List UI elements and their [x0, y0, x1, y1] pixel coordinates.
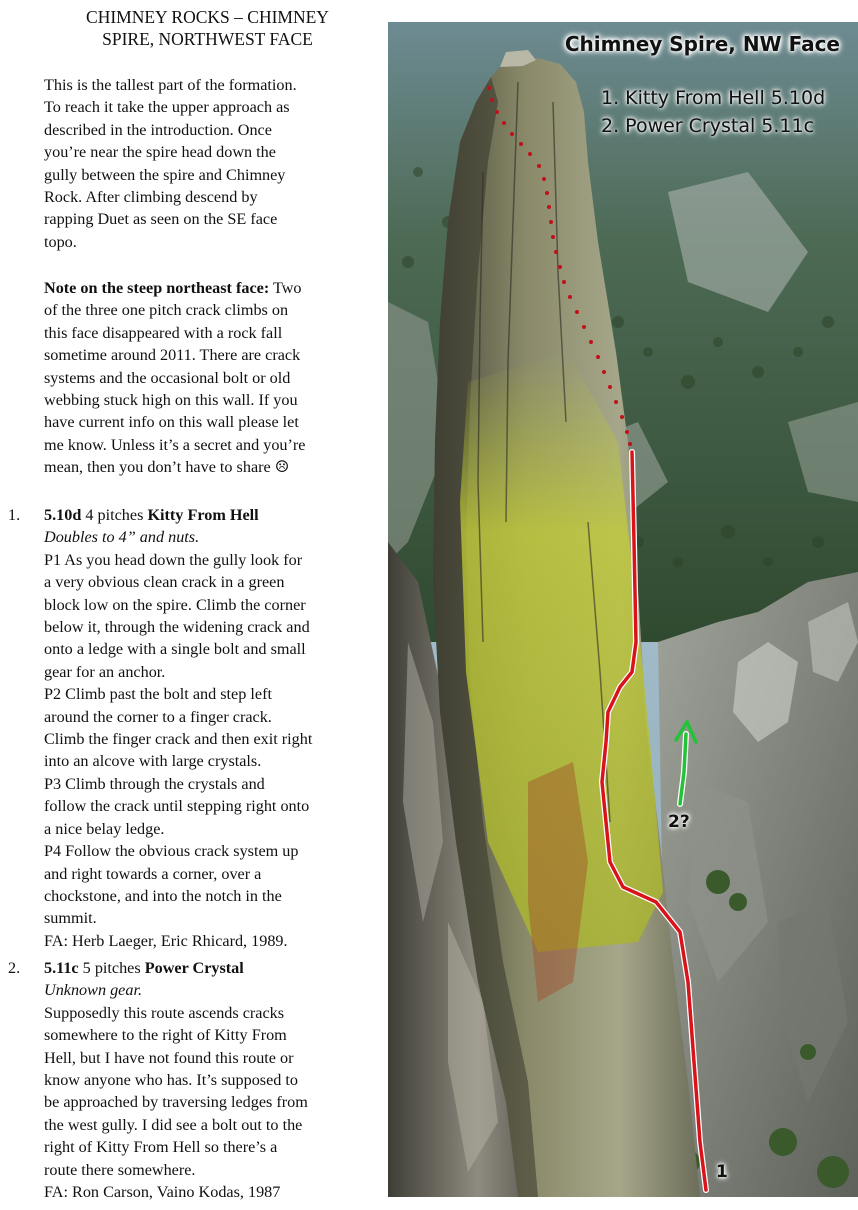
- note-line: me know. Unless it’s a secret and you’re: [44, 435, 306, 454]
- route-1-grade: 5.10d: [44, 506, 82, 524]
- route-1-line: P1 As you head down the gully look for: [44, 550, 303, 569]
- route-2-first-ascent: FA: Ron Carson, Vaino Kodas, 1987: [44, 1183, 281, 1202]
- route-1-label: 1: [716, 1162, 728, 1182]
- route-2-line: Hell, but I have not found this route or: [44, 1048, 294, 1067]
- route-1-number: 1.: [8, 506, 21, 524]
- route-1-pitches: 4 pitches: [81, 506, 148, 524]
- title-line-2: SPIRE, NORTHWEST FACE: [102, 29, 313, 49]
- intro-line: Rock. After climbing descend by: [44, 188, 258, 207]
- title-line-1: CHIMNEY ROCKS – CHIMNEY: [86, 7, 329, 27]
- route-1-line: chockstone, and into the notch in the: [44, 886, 282, 905]
- route-2-line: be approached by traversing ledges from: [44, 1093, 308, 1112]
- note-line: of the three one pitch crack climbs on: [44, 301, 289, 320]
- route-1-line: P3 Climb through the crystals and: [44, 774, 265, 793]
- note-line: systems and the occasional bolt or old: [44, 368, 291, 387]
- intro-line: rapping Duet as seen on the SE face: [44, 210, 278, 229]
- note-line: have current info on this wall please let: [44, 413, 299, 432]
- intro-line: described in the introduction. Once: [44, 120, 272, 139]
- intro-line: gully between the spire and Chimney: [44, 165, 286, 184]
- route-1-line: Climb the finger crack and then exit right: [44, 730, 313, 749]
- route-2-line: route there somewhere.: [44, 1160, 196, 1179]
- route-1-line: around the corner to a finger crack.: [44, 707, 272, 726]
- route-1-line: gear for an anchor.: [44, 662, 166, 681]
- route-1-gear: Doubles to 4” and nuts.: [44, 528, 200, 547]
- topo-photo-illustration: [388, 22, 858, 1197]
- route-1-description: [44, 504, 380, 952]
- note-line: this face disappeared with a rock fall: [44, 323, 283, 342]
- topo-title: Chimney Spire, NW Face: [564, 32, 840, 56]
- text-column: [0, 0, 380, 1210]
- route-1-line: onto a ledge with a single bolt and small: [44, 640, 306, 659]
- route-2-grade: 5.11c: [44, 959, 79, 977]
- topo-route-legend: [601, 84, 825, 140]
- intro-line: you’re near the spire head down the: [44, 143, 276, 162]
- route-2-line: the west gully. I did see a bolt out to the: [44, 1115, 303, 1134]
- intro-line: topo.: [44, 232, 77, 251]
- intro-line: To reach it take the upper approach as: [44, 98, 290, 117]
- route-2-number: 2.: [8, 959, 21, 977]
- route-1-line: into an alcove with large crystals.: [44, 752, 262, 771]
- route-2-line: Supposedly this route ascends cracks: [44, 1003, 285, 1022]
- route-1-line: P4 Follow the obvious crack system up: [44, 842, 299, 861]
- route-1-header: [44, 504, 380, 526]
- topo-legend-route-1: 1. Kitty From Hell 5.10d: [601, 87, 826, 109]
- route-2-pitches: 5 pitches: [78, 959, 145, 977]
- route-2-header: [44, 957, 380, 979]
- note-heading: Note on the steep northeast face:: [44, 279, 270, 297]
- route-1-line: summit.: [44, 909, 97, 928]
- intro-line: This is the tallest part of the formation.: [44, 76, 297, 94]
- route-2-label: 2?: [668, 812, 690, 832]
- route-2-name: Power Crystal: [144, 959, 244, 977]
- note-line: sometime around 2011. There are crack: [44, 346, 301, 365]
- page-title: [30, 6, 385, 50]
- route-1-line: and right towards a corner, over a: [44, 864, 262, 883]
- note-paragraph: [44, 277, 380, 479]
- route-1-line: block low on the spire. Climb the corner: [44, 595, 306, 614]
- route-2-gear: Unknown gear.: [44, 981, 143, 1000]
- note-line: webbing stuck high on this wall. If you: [44, 391, 298, 410]
- topo-photo: [388, 22, 858, 1197]
- route-1-line: follow the crack until stepping right onto: [44, 797, 310, 816]
- topo-legend-route-2: 2. Power Crystal 5.11c: [601, 115, 815, 137]
- note-first-line: Note on the steep northeast face: Two: [44, 279, 302, 297]
- route-2-description: [44, 957, 380, 1203]
- route-1-line: a very obvious clean crack in a green: [44, 573, 285, 592]
- route-2-line: know anyone who has. It’s supposed to: [44, 1071, 299, 1090]
- route-2-line: right of Kitty From Hell so there’s a: [44, 1138, 278, 1157]
- note-line: mean, then you don’t have to share ☹: [44, 458, 290, 477]
- route-2-line: somewhere to the right of Kitty From: [44, 1026, 287, 1045]
- route-1-name: Kitty From Hell: [147, 506, 259, 524]
- route-1-line: P2 Climb past the bolt and step left: [44, 685, 272, 704]
- route-1-first-ascent: FA: Herb Laeger, Eric Rhicard, 1989.: [44, 931, 288, 950]
- route-1-line: a nice belay ledge.: [44, 819, 165, 838]
- route-1-line: below it, through the widening crack and: [44, 618, 310, 637]
- intro-paragraph: [44, 74, 380, 253]
